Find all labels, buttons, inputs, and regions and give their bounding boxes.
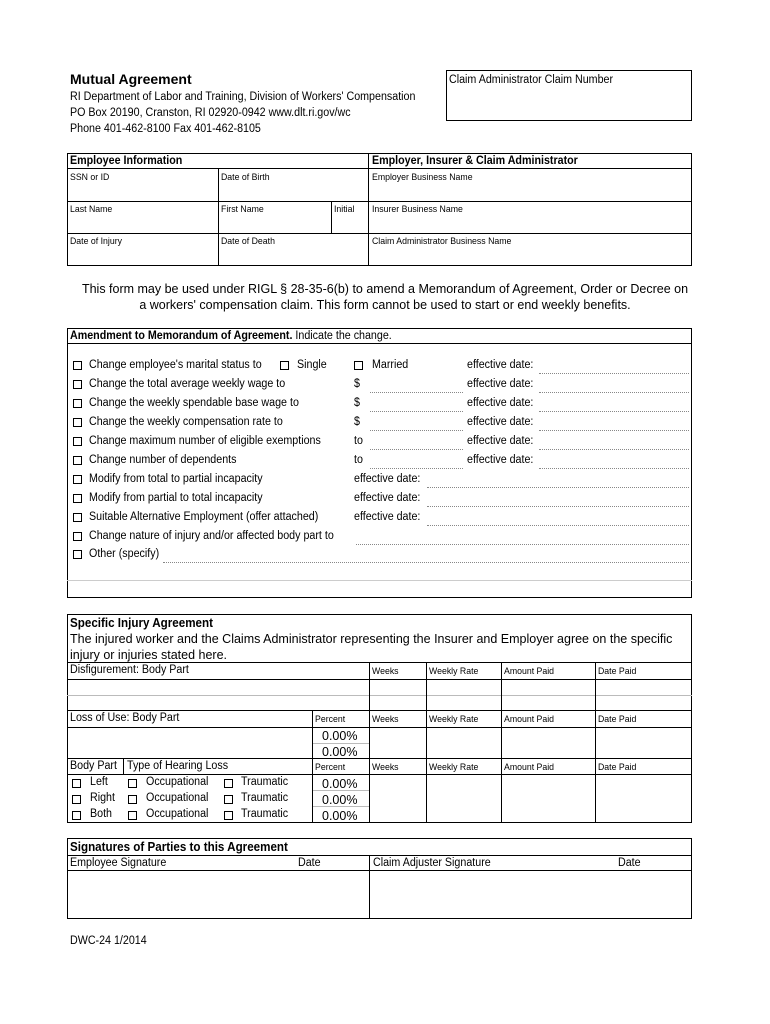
traumatic-checkbox[interactable] bbox=[224, 779, 233, 788]
adjuster-signature-field[interactable] bbox=[370, 871, 691, 918]
total-to-partial-checkbox[interactable] bbox=[73, 475, 82, 484]
amount-field[interactable] bbox=[370, 468, 463, 469]
intro-line-2: a workers' compensation claim. This form cannot be used to start or end weekly benefits. bbox=[139, 298, 631, 312]
signatures-heading: Signatures of Parties to this Agreement bbox=[70, 840, 288, 854]
both-ears-checkbox[interactable] bbox=[72, 811, 81, 820]
comp-rate-checkbox[interactable] bbox=[73, 418, 82, 427]
traumatic-label: Traumatic bbox=[241, 776, 289, 788]
left-ear-checkbox[interactable] bbox=[72, 779, 81, 788]
effective-date-field[interactable] bbox=[539, 449, 689, 450]
percent-header: Percent bbox=[315, 762, 346, 773]
amend-item-label: Change maximum number of eligible exemptions bbox=[89, 435, 321, 447]
effective-date-label: effective date: bbox=[354, 473, 421, 485]
adjuster-signature-label: Claim Adjuster Signature bbox=[373, 857, 491, 869]
effective-date-label: effective date: bbox=[354, 492, 421, 504]
side-label: Right bbox=[90, 792, 115, 804]
loss-of-use-label: Loss of Use: Body Part bbox=[70, 712, 180, 724]
occupational-checkbox[interactable] bbox=[128, 811, 137, 820]
occupational-label: Occupational bbox=[146, 808, 209, 820]
date-paid-header: Date Paid bbox=[598, 714, 637, 725]
amend-item-label: Change the weekly compensation rate to bbox=[89, 416, 283, 428]
effective-date-field[interactable] bbox=[427, 506, 689, 507]
disfigurement-label: Disfigurement: Body Part bbox=[70, 664, 189, 676]
effective-date-label: effective date: bbox=[467, 454, 534, 466]
amount-field[interactable] bbox=[370, 430, 463, 431]
hearing-percent-value: 0.00% bbox=[322, 809, 358, 823]
occupational-label: Occupational bbox=[146, 792, 209, 804]
adjuster-sig-date-label: Date bbox=[618, 857, 641, 869]
effective-date-label: effective date: bbox=[467, 416, 534, 428]
hearing-type-header: Type of Hearing Loss bbox=[127, 760, 229, 772]
occupational-checkbox[interactable] bbox=[128, 779, 137, 788]
department-phone: Phone 401-462-8100 Fax 401-462-8105 bbox=[70, 123, 261, 135]
married-checkbox[interactable] bbox=[354, 361, 363, 370]
injury-nature-checkbox[interactable] bbox=[73, 532, 82, 541]
married-label: Married bbox=[372, 359, 409, 371]
effective-date-field[interactable] bbox=[539, 392, 689, 393]
hearing-percent-value: 0.00% bbox=[322, 793, 358, 807]
loss-percent-value: 0.00% bbox=[322, 729, 358, 743]
percent-header: Percent bbox=[315, 714, 346, 725]
weeks-header: Weeks bbox=[372, 762, 399, 773]
effective-date-field[interactable] bbox=[539, 411, 689, 412]
weekly-rate-header: Weekly Rate bbox=[429, 762, 479, 773]
amount-field[interactable] bbox=[370, 411, 463, 412]
injury-nature-field[interactable] bbox=[356, 544, 689, 545]
exemptions-checkbox[interactable] bbox=[73, 437, 82, 446]
effective-date-field[interactable] bbox=[539, 468, 689, 469]
department-name: RI Department of Labor and Training, Division of Workers' Compensation bbox=[70, 91, 416, 103]
amendment-subheading: Indicate the change. bbox=[295, 330, 392, 342]
ssn-field[interactable]: SSN or ID bbox=[70, 172, 110, 183]
traumatic-checkbox[interactable] bbox=[224, 811, 233, 820]
right-ear-checkbox[interactable] bbox=[72, 795, 81, 804]
body-part-header: Body Part bbox=[70, 760, 117, 772]
side-label: Left bbox=[90, 776, 108, 788]
traumatic-label: Traumatic bbox=[241, 792, 289, 804]
effective-date-label: effective date: bbox=[467, 359, 534, 371]
weeks-header: Weeks bbox=[372, 714, 399, 725]
dollar-sign: $ bbox=[354, 378, 360, 390]
amount-paid-header: Amount Paid bbox=[504, 666, 555, 677]
amount-field[interactable] bbox=[370, 449, 463, 450]
amendment-heading: Amendment to Memorandum of Agreement. bbox=[70, 330, 293, 342]
employee-signature-label: Employee Signature bbox=[70, 857, 167, 869]
claim-admin-business-field[interactable]: Claim Administrator Business Name bbox=[372, 236, 512, 247]
employee-info-heading: Employee Information bbox=[70, 155, 183, 167]
side-label: Both bbox=[90, 808, 113, 820]
initial-field[interactable]: Initial bbox=[334, 204, 355, 215]
date-paid-header: Date Paid bbox=[598, 666, 637, 677]
effective-date-label: effective date: bbox=[467, 435, 534, 447]
amend-item-label: Change the weekly spendable base wage to bbox=[89, 397, 299, 409]
alt-employment-checkbox[interactable] bbox=[73, 513, 82, 522]
single-checkbox[interactable] bbox=[280, 361, 289, 370]
amend-item-label: Change number of dependents bbox=[89, 454, 237, 466]
dob-field[interactable]: Date of Birth bbox=[221, 172, 270, 183]
effective-date-label: effective date: bbox=[467, 378, 534, 390]
weekly-rate-header: Weekly Rate bbox=[429, 714, 479, 725]
intro-line-1: This form may be used under RIGL § 28-35-6(b) to amend a Memorandum of Agreement, Order or Decree on bbox=[81, 282, 689, 296]
avg-wage-checkbox[interactable] bbox=[73, 380, 82, 389]
to-label: to bbox=[354, 435, 363, 447]
weekly-rate-header: Weekly Rate bbox=[429, 666, 479, 677]
other-specify-field[interactable] bbox=[163, 562, 689, 563]
amount-paid-header: Amount Paid bbox=[504, 762, 555, 773]
hearing-percent-value: 0.00% bbox=[322, 777, 358, 791]
employee-sig-date-label: Date bbox=[298, 857, 321, 869]
insurer-business-field[interactable]: Insurer Business Name bbox=[372, 204, 463, 215]
effective-date-field[interactable] bbox=[427, 487, 689, 488]
amend-item-label: Modify from partial to total incapacity bbox=[89, 492, 263, 504]
effective-date-field[interactable] bbox=[427, 525, 689, 526]
first-name-field[interactable]: First Name bbox=[221, 204, 264, 215]
amend-item-label: Other (specify) bbox=[89, 548, 160, 560]
other-checkbox[interactable] bbox=[73, 550, 82, 559]
injury-desc-2: injury or injuries stated here. bbox=[70, 648, 228, 662]
date-of-death-field[interactable]: Date of Death bbox=[221, 236, 275, 247]
partial-to-total-checkbox[interactable] bbox=[73, 494, 82, 503]
single-label: Single bbox=[297, 359, 327, 371]
form-id: DWC-24 1/2014 bbox=[70, 935, 147, 947]
spendable-wage-checkbox[interactable] bbox=[73, 399, 82, 408]
effective-date-field[interactable] bbox=[539, 430, 689, 431]
claim-number-label: Claim Administrator Claim Number bbox=[449, 74, 614, 86]
occupational-checkbox[interactable] bbox=[128, 795, 137, 804]
effective-date-label: effective date: bbox=[354, 511, 421, 523]
marital-status-checkbox[interactable] bbox=[73, 361, 82, 370]
amend-item-label: Change employee's marital status to bbox=[89, 359, 262, 371]
date-of-injury-field[interactable]: Date of Injury bbox=[70, 236, 122, 247]
date-paid-header: Date Paid bbox=[598, 762, 637, 773]
last-name-field[interactable]: Last Name bbox=[70, 204, 113, 215]
department-address: PO Box 20190, Cranston, RI 02920-0942 www.dlt.ri.gov/wc bbox=[70, 107, 351, 119]
amend-item-label: Modify from total to partial incapacity bbox=[89, 473, 263, 485]
amend-item-label: Change the total average weekly wage to bbox=[89, 378, 286, 390]
dependents-checkbox[interactable] bbox=[73, 456, 82, 465]
employer-business-field[interactable]: Employer Business Name bbox=[372, 172, 473, 183]
weeks-header: Weeks bbox=[372, 666, 399, 677]
injury-heading: Specific Injury Agreement bbox=[70, 616, 213, 630]
amount-field[interactable] bbox=[370, 392, 463, 393]
effective-date-label: effective date: bbox=[467, 397, 534, 409]
amend-item-label: Change nature of injury and/or affected body part to bbox=[89, 530, 334, 542]
to-label: to bbox=[354, 454, 363, 466]
amount-paid-header: Amount Paid bbox=[504, 714, 555, 725]
dollar-sign: $ bbox=[354, 416, 360, 428]
dollar-sign: $ bbox=[354, 397, 360, 409]
loss-percent-value: 0.00% bbox=[322, 745, 358, 759]
traumatic-checkbox[interactable] bbox=[224, 795, 233, 804]
employee-signature-field[interactable] bbox=[68, 871, 368, 918]
occupational-label: Occupational bbox=[146, 776, 209, 788]
injury-desc-1: The injured worker and the Claims Administrator representing the Insurer and Employer agree on the specific bbox=[70, 632, 673, 646]
employer-info-heading: Employer, Insurer & Claim Administrator bbox=[372, 155, 578, 167]
effective-date-field[interactable] bbox=[539, 373, 689, 374]
amend-item-label: Suitable Alternative Employment (offer attached) bbox=[89, 511, 319, 523]
form-title: Mutual Agreement bbox=[70, 71, 192, 87]
traumatic-label: Traumatic bbox=[241, 808, 289, 820]
